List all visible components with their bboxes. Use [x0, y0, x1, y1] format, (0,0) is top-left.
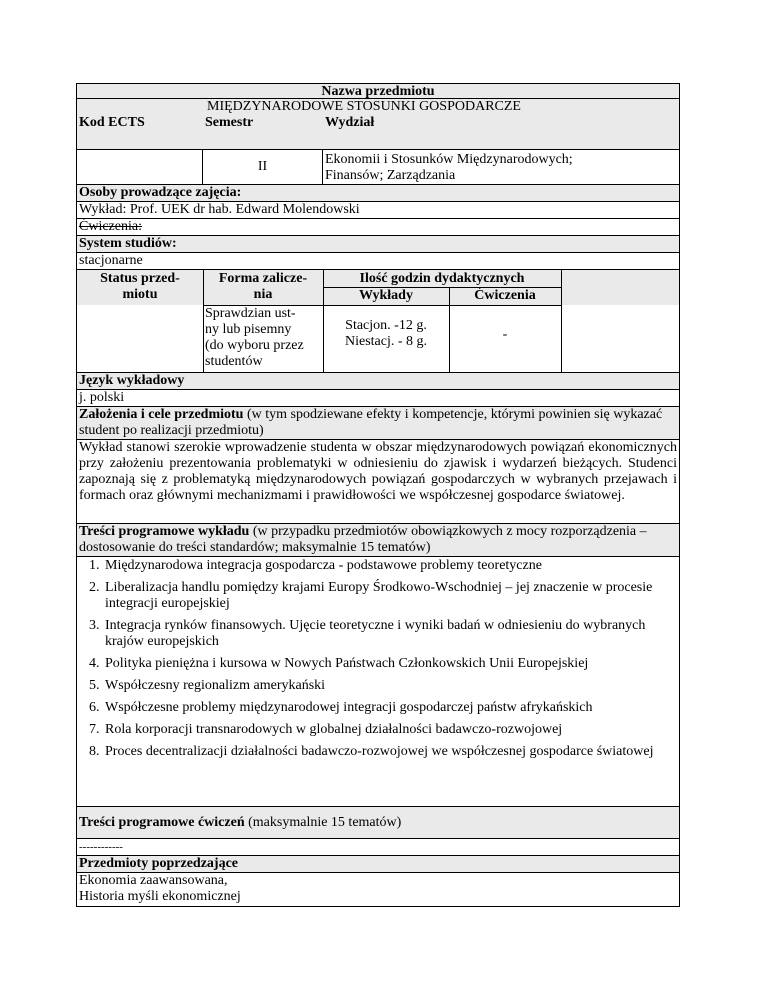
exercise-content-header: [76, 807, 680, 839]
semester-value: II: [203, 150, 323, 184]
objectives-text: Wykład stanowi szerokie wprowadzenie studenta w obszar międzynarodowych powiązań ekonomicznych przy założeniu prezentowania problematyki w odniesieniu do zjawisk i wydarzeń bieżących. Studenci zapoznają się z problematyką międzynarodowych powiązań gospodarczych w wybranych przejawach i formach oraz głównymi mechanizmami i prawidłowości we współczesnej gospodarce światowej.: [76, 440, 680, 524]
course-codes-header: [77, 115, 679, 132]
study-system-value: stacjonarne: [76, 253, 680, 270]
lecture-content-label: Treści programowe wykładu: [79, 524, 250, 539]
list-item: 5. Współczesny regionalizm amerykański: [103, 677, 679, 699]
course-name-row: [76, 99, 680, 132]
course-syllabus-document: [76, 83, 680, 907]
course-name-label-row: [76, 83, 680, 99]
list-item: 4. Polityka pieniężna i kursowa w Nowych Państwach Członkowskich Unii Europejskiej: [103, 655, 679, 677]
instructors-lecture: Wykład: Prof. UEK dr hab. Edward Molendowski: [76, 202, 680, 219]
lecture-topics-list: [77, 557, 679, 765]
exercises-label: Ćwiczenia: [474, 288, 536, 303]
course-name-label: Nazwa przedmiotu: [321, 84, 435, 99]
list-item: 7. Rola korporacji transnarodowych w globalnej działalności badawczo-rozwojowej: [103, 721, 679, 743]
exercise-content-label: Treści programowe ćwiczeń: [79, 815, 245, 830]
status-table-values: [76, 305, 680, 373]
list-item: 6. Współczesne problemy międzynarodowej integracji gospodarczej państw afrykańskich: [103, 699, 679, 721]
list-item: Ekonomia zaawansowana,: [79, 873, 228, 888]
instructors-label: Osoby prowadzące zajęcia:: [76, 185, 680, 202]
prerequisites-label: Przedmioty poprzedzające: [76, 856, 680, 873]
form-label: Forma zalicze- nia: [218, 271, 308, 302]
lectures-label: Wykłady: [359, 288, 413, 303]
exercise-content-value: ------------: [76, 839, 680, 856]
course-codes-spacer: [76, 132, 680, 149]
list-item: 1. Międzynarodowa integracja gospodarcza - podstawowe problemy teoretyczne: [103, 557, 679, 579]
lecture-topics: [76, 557, 680, 807]
faculty-value: Ekonomii i Stosunków Międzynarodowych; Finansów; Zarządzania: [325, 152, 573, 183]
faculty-label: Wydział: [323, 115, 679, 132]
exercise-content-note: (maksymalnie 15 tematów): [244, 815, 402, 830]
lecture-content-header: [76, 524, 680, 557]
objectives-header: [76, 407, 680, 440]
prerequisites-list: [76, 873, 680, 907]
study-system-label: System studiów:: [76, 236, 680, 253]
lectures-value: Stacjon. -12 g. Niestacj. - 8 g.: [344, 318, 428, 349]
instructors-exercises: Ćwiczenia:: [76, 219, 680, 236]
list-item: Historia myśli ekonomicznej: [79, 889, 241, 904]
language-label: Język wykładowy: [76, 373, 680, 390]
list-item: 3. Integracja rynków finansowych. Ujęcie teoretyczne i wyniki badań w odniesieniu do wybranych krajów europejskich: [103, 617, 679, 655]
ects-label: Kod ECTS: [77, 115, 203, 132]
exercises-value: -: [502, 327, 508, 342]
ects-value: [77, 150, 203, 184]
lecture-content-note: (w przypadku przedmiotów obowiązkowych z mocy rozporządzenia – dostosowanie do treści standardów; maksymalnie 15 tematów): [79, 524, 647, 555]
list-item: 2. Liberalizacja handlu pomiędzy krajami Europy Środkowo-Wschodniej – jej znaczenie w procesie integracji europejskiej: [103, 579, 679, 617]
status-label: Status przed- miotu: [100, 271, 180, 302]
semester-label: Semestr: [203, 115, 323, 132]
language-value: j. polski: [76, 390, 680, 407]
form-value: Sprawdzian ust- ny lub pisemny (do wyboru przez studentów: [205, 306, 304, 369]
objectives-note: (w tym spodziewane efekty i kompetencje, którymi powinien się wykazać student po realizacji przedmiotu): [79, 407, 663, 438]
objectives-label: Założenia i cele przedmiotu: [79, 407, 244, 422]
list-item: 8. Proces decentralizacji działalności badawczo-rozwojowej we współczesnej gospodarce światowej: [103, 743, 679, 765]
hours-label: Ilość godzin dydaktycznych: [359, 271, 525, 286]
course-name: MIĘDZYNARODOWE STOSUNKI GOSPODARCZE: [207, 99, 521, 114]
course-codes-values: [76, 149, 680, 185]
